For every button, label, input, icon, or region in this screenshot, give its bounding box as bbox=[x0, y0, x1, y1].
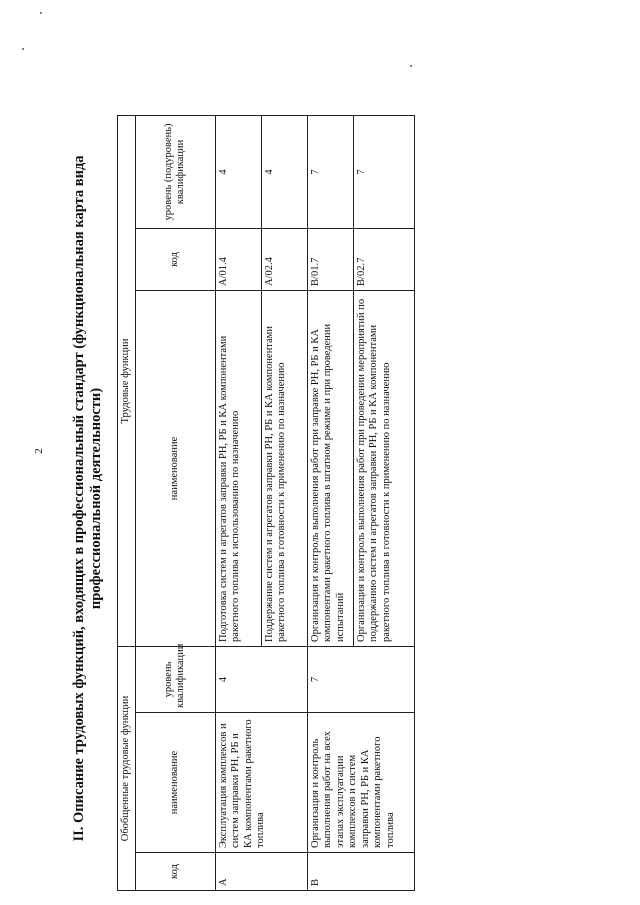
tf-code-cell: A/01.4 bbox=[215, 228, 261, 290]
tf-level-cell: 7 bbox=[353, 115, 414, 228]
tf-level-cell: 4 bbox=[261, 115, 307, 228]
tf-name-cell: Организация и контроль выполнения работ при заправке РН, РБ и КА компонентами ракетного топлива в штатном режиме и при проведении испытаний bbox=[307, 290, 353, 646]
gf-level-cell: 7 bbox=[307, 646, 414, 712]
col-code-header: код bbox=[135, 853, 215, 891]
scan-speck bbox=[40, 12, 42, 14]
col-sublevel-header: уровень (подуровень) квалификации bbox=[135, 115, 215, 228]
tf-code-cell: B/01.7 bbox=[307, 228, 353, 290]
page-number: 2 bbox=[32, 448, 45, 454]
functional-map-table bbox=[117, 115, 415, 891]
column-header-row bbox=[135, 115, 215, 890]
scan-speck bbox=[22, 48, 24, 50]
gf-level-cell: 4 bbox=[215, 646, 307, 712]
tf-level-cell: 4 bbox=[215, 115, 261, 228]
group-header-row bbox=[118, 115, 136, 890]
section-heading bbox=[71, 96, 105, 901]
gf-name-cell: Организация и контроль выполнения работ на всех этапах эксплуатации комплексов и систем заправки РН, РБ и КА компонентами ракетного топлива bbox=[307, 713, 414, 853]
gf-code-cell: B bbox=[307, 853, 414, 891]
table-row bbox=[215, 115, 261, 890]
gf-name-cell: Эксплуатация комплексов и систем заправки РН, РБ и КА компонентами ракетного топлива bbox=[215, 713, 307, 853]
group-labor-header: Трудовые функции bbox=[118, 115, 136, 646]
table-row bbox=[307, 115, 353, 890]
tf-level-cell: 7 bbox=[307, 115, 353, 228]
col-labor-code-header: код bbox=[135, 228, 215, 290]
tf-name-cell: Подготовка систем и агрегатов заправки РН, РБ и КА компонентами ракетного топлива к использованию по назначению bbox=[215, 290, 261, 646]
tf-code-cell: B/02.7 bbox=[353, 228, 414, 290]
heading-line-2: профессиональной деятельности) bbox=[88, 387, 104, 610]
tf-code-cell: A/02.4 bbox=[261, 228, 307, 290]
col-name-header: наименование bbox=[135, 713, 215, 853]
gf-code-cell: A bbox=[215, 853, 307, 891]
group-generalized-header: Обобщенные трудовые функции bbox=[118, 646, 136, 890]
scan-speck bbox=[410, 65, 412, 67]
col-level-header: уровень квалификации bbox=[135, 646, 215, 712]
rotated-document bbox=[67, 96, 422, 901]
tf-name-cell: Поддержание систем и агрегатов заправки РН, РБ и КА компонентами ракетного топлива в готовности к применению по назначению bbox=[261, 290, 307, 646]
tf-name-cell: Организация и контроль выполнения работ при проведении мероприятий по поддержанию систем и агрегатов заправки РН, РБ и КА компонентами ракетного топлива в готовности к применению по назначению bbox=[353, 290, 414, 646]
heading-line-1: II. Описание трудовых функций, входящих в профессиональный стандарт (функциональная карта вида bbox=[71, 155, 87, 842]
col-labor-name-header: наименование bbox=[135, 290, 215, 646]
